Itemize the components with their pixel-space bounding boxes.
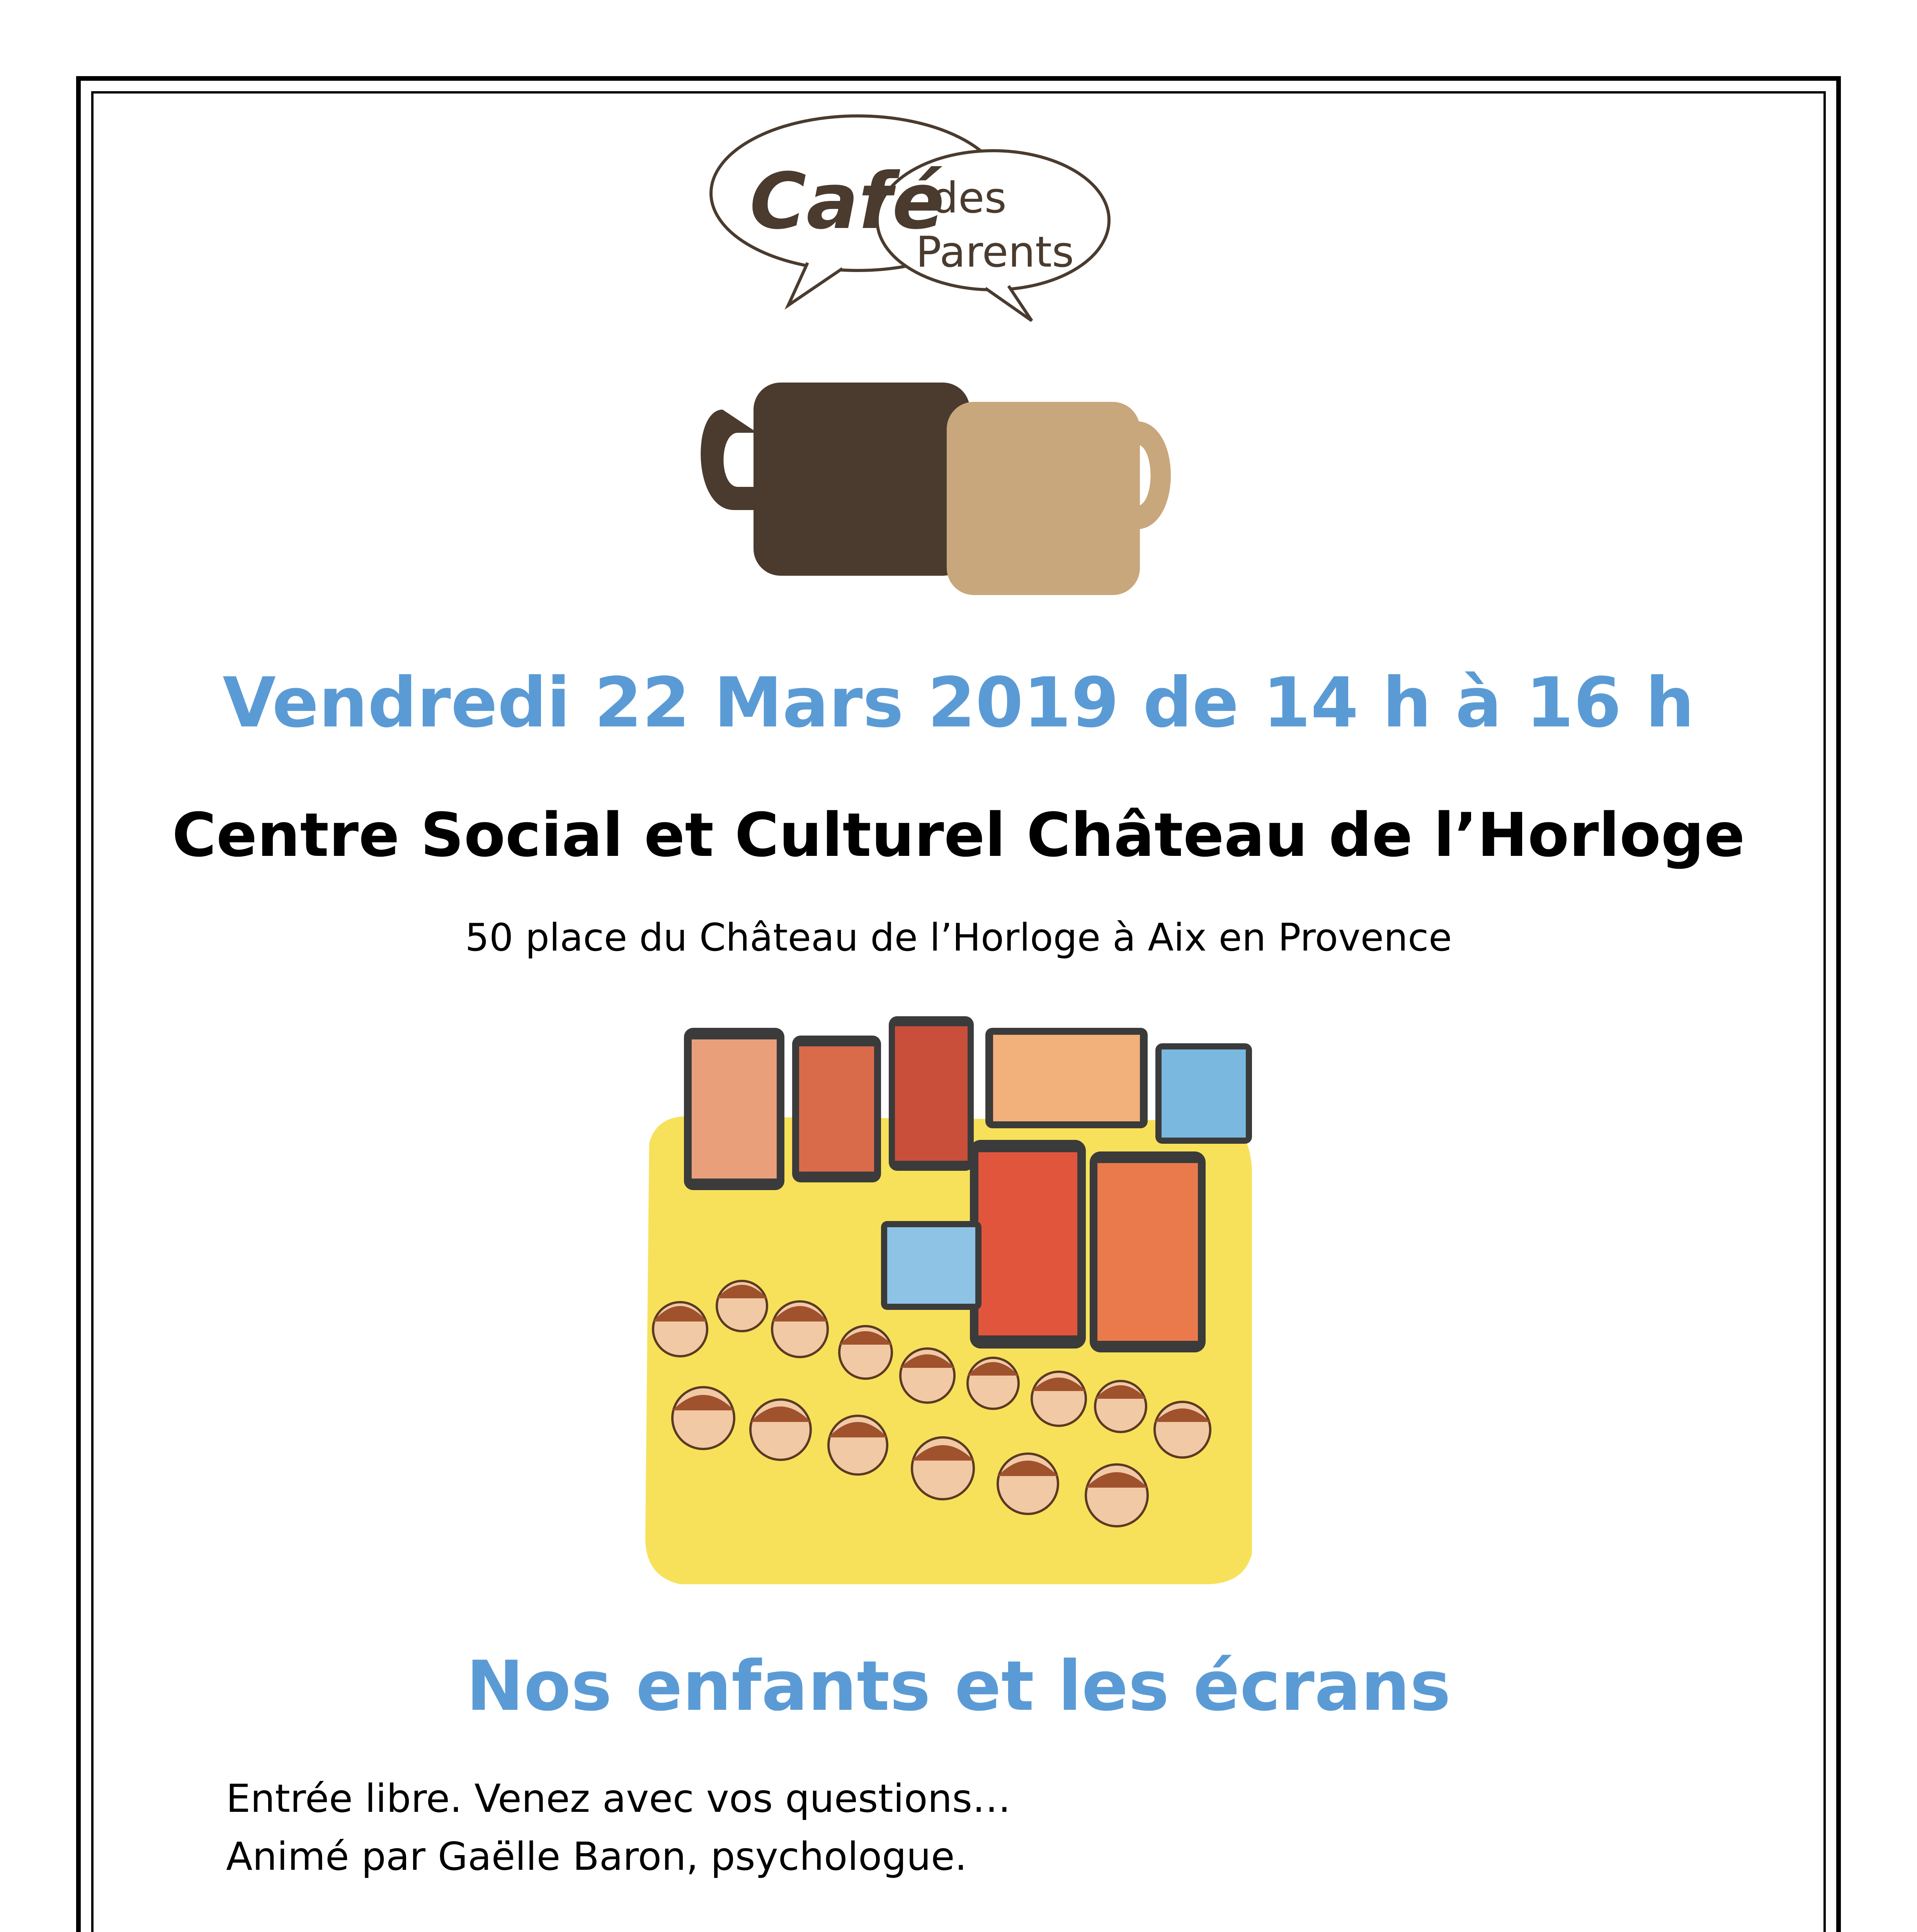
- intro-text: [226, 1770, 1011, 1886]
- event-topic: Nos enfants et les écrans: [466, 1646, 1451, 1726]
- logo-word-des: des: [931, 173, 1007, 223]
- event-venue: Centre Social et Culturel Château de l’Horloge: [172, 800, 1745, 870]
- event-venue-address: 50 place du Château de l’Horloge à Aix en Provence: [465, 916, 1452, 960]
- cafe-des-parents-logo: [692, 104, 1186, 607]
- children-screens-illustration: [634, 1012, 1267, 1600]
- logo-word-parents: Parents: [916, 227, 1074, 277]
- intro-line-speaker: Animé par Gaëlle Baron, psychologue.: [226, 1834, 967, 1879]
- logo-word-cafe: Café: [750, 156, 945, 247]
- organizer-name: [116, 1928, 1801, 1932]
- light-cup-icon: [947, 402, 1171, 595]
- dark-cup-icon: [701, 383, 970, 576]
- event-date-time: Vendredi 22 Mars 2019 de 14 h à 16 h: [223, 663, 1694, 743]
- intro-line-entry: Entrée libre. Venez avec vos questions…: [226, 1776, 1011, 1821]
- organizer-block: [116, 1928, 1801, 1932]
